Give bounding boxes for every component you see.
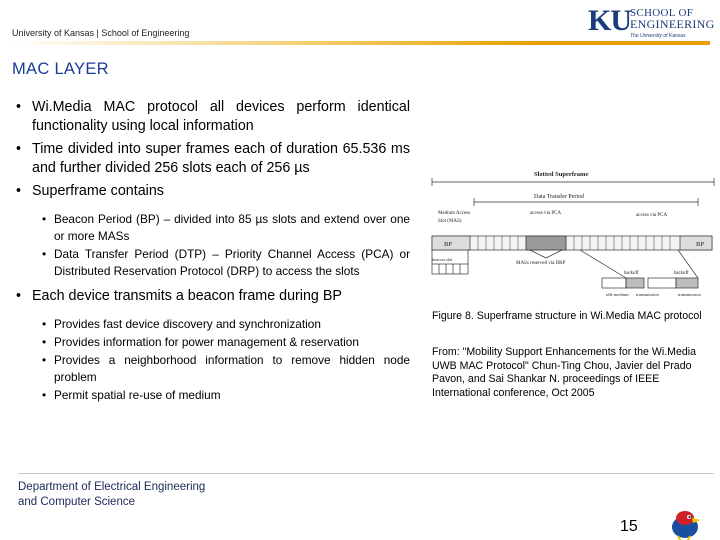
- logo-school: SCHOOL OF: [630, 7, 694, 19]
- bullet-dot: •: [42, 212, 47, 226]
- sub-bullet-text: Permit spatial re-use of medium: [54, 388, 221, 402]
- jayhawk-mascot-icon: [666, 506, 704, 540]
- slide-content: [14, 98, 410, 405]
- fig-backoff-1: backoff: [624, 271, 639, 276]
- bullet-text: Time divided into super frames each of duration 65.536 ms and further divided 256 slots each of 256 µs: [32, 141, 410, 176]
- bullet-dot: •: [42, 335, 47, 349]
- figure-caption: Figure 8. Superframe structure in Wi.Media MAC protocol: [432, 310, 702, 322]
- fig-transmission-2: transmission: [678, 292, 701, 297]
- sub-bullet: [14, 246, 410, 280]
- figure-source: From: "Mobility Support Enhancements for the Wi.Media UWB MAC Protocol" Chun-Ting Chou, Javier del Prado Pavon, and Sai Shankar N. proceedings of IEEE International conference, Oct 2005: [432, 346, 697, 399]
- slide-title: MAC LAYER: [12, 60, 109, 78]
- footer-department: [18, 480, 205, 510]
- fig-transmission-1: transmission: [636, 292, 659, 297]
- sub-bullet-text: Provides a neighborhood information to remove hidden node problem: [54, 353, 410, 384]
- sub-bullet-text: Provides information for power management & reservation: [54, 335, 359, 349]
- fig-slotted-superframe: Slotted Superframe: [534, 171, 589, 178]
- bullet-dot: •: [16, 288, 22, 304]
- bullet: [14, 287, 410, 306]
- footer-department-line2: and Computer Science: [18, 496, 135, 508]
- bullet: [14, 98, 410, 136]
- bullet-dot: •: [42, 353, 47, 367]
- bullet-dot: •: [16, 183, 22, 199]
- fig-slot-mas: Slot (MAS): [438, 219, 462, 224]
- accent-bar: [10, 41, 710, 45]
- bullet-dot: •: [42, 317, 47, 331]
- fig-beacon-slot: beacon slot: [432, 257, 453, 262]
- logo-university: The University of Kansas: [630, 33, 686, 39]
- logo-engineering: ENGINEERING: [630, 17, 715, 31]
- ku-logo: [588, 4, 715, 40]
- footer-divider: [18, 473, 714, 474]
- fig-access-pca-2: access via PCA: [636, 213, 668, 218]
- fig-bp-left: BP: [444, 241, 452, 248]
- sub-bullet: [14, 316, 410, 333]
- bullet-text: Each device transmits a beacon frame during BP: [32, 288, 342, 304]
- ku-letters: KU: [588, 4, 631, 37]
- sub-bullet: [14, 352, 410, 386]
- sub-bullet: [14, 387, 410, 404]
- sub-bullet: [14, 211, 410, 245]
- fig-idle-medium: idle medium: [606, 292, 629, 297]
- footer-department-line1: Department of Electrical Engineering: [18, 481, 206, 493]
- fig-data-transfer-period: Data Transfer Period: [534, 194, 584, 200]
- sub-bullet-text: Provides fast device discovery and synchronization: [54, 317, 321, 331]
- header-text: University of Kansas | School of Engineering: [12, 28, 190, 38]
- fig-medium-access: Medium Access: [438, 211, 471, 216]
- bullet-text: Wi.Media MAC protocol all devices perform identical functionality using local information: [32, 99, 410, 134]
- fig-backoff-2: backoff: [674, 271, 689, 276]
- sub-bullet-text: Beacon Period (BP) – divided into 85 µs slots and extend over one or more MASs: [54, 212, 410, 243]
- fig-access-pca-1: access via PCA: [530, 211, 562, 216]
- sub-bullet-text: Data Transfer Period (DTP) – Priority Channel Access (PCA) or Distributed Reservation Protocol (DRP) to access the slots: [54, 247, 410, 278]
- bullet-dot: •: [42, 388, 47, 402]
- sub-bullet: [14, 334, 410, 351]
- bullet: [14, 140, 410, 178]
- superframe-figure: [430, 160, 716, 300]
- bullet: [14, 182, 410, 201]
- bullet-dot: •: [16, 99, 22, 115]
- bullet-dot: •: [16, 141, 22, 157]
- page-number: 15: [620, 518, 638, 535]
- bullet-dot: •: [42, 247, 47, 261]
- fig-mas-drp: MASs reserved via DRP: [516, 261, 566, 266]
- fig-bp-right: BP: [696, 241, 704, 248]
- bullet-text: Superframe contains: [32, 183, 164, 199]
